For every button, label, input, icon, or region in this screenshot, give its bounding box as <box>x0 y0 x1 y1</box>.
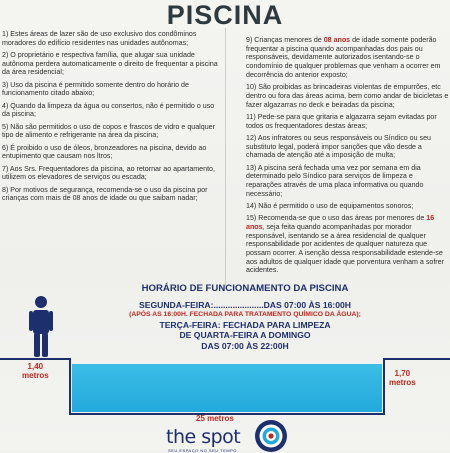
pool-cross-section <box>0 358 450 418</box>
rule-item: 6) É proibido o uso de óleos, bronzeadores na piscina, devido ao entupimento que causam nos ltros; <box>2 143 207 161</box>
rule-item: 3) Uso da piscina é permitido somente dentro do horário de funcionamento citado abaixo; <box>2 80 189 98</box>
shallow-depth-label: 1,40 metros <box>22 362 49 380</box>
sign-title: PISCINA <box>166 0 284 30</box>
rule-item: 12) Aos infratores ou seus responsáveis ou Síndico ou seu substituto legal, poderá impor sanções que vão desde a chamada de atenção até a imposição de multa; <box>246 133 431 160</box>
rules-right-column <box>246 36 450 279</box>
rule-item: 7) Aos Srs. Frequentadores da piscina, ao retornar ao apartamento, utilizem os elevadores de serviços ou escada; <box>2 164 215 182</box>
rule-item: 13) A piscina será fechada uma vez por semana em dia determinado pelo Síndico para serviços de limpeza e reparações através de uma placa informativa ou quando necessário; <box>246 163 424 198</box>
opening-hours <box>40 283 450 352</box>
person-icon <box>26 295 56 359</box>
rule-item: 8) Por motivos de segurança, recomenda-se o uso da piscina por crianças com mais de 08 anos de idade ou que saibam nadar; <box>2 185 208 203</box>
rule-item: 2) O proprietário e respectiva família, que alugar sua unidade autônoma perdera automaticamente o direito de frequentar a piscina da área residencial; <box>2 51 218 77</box>
target-icon <box>254 419 288 453</box>
column-divider <box>225 28 226 286</box>
logo-wordmark: the spot <box>166 426 241 448</box>
pool-length-label: 25 metros <box>196 414 234 423</box>
deep-depth-label: 1,70 metros <box>389 369 416 387</box>
other-days-hours: DAS 07:00 ÀS 22:00H <box>201 341 289 352</box>
rule-item: 4) Quando da limpeza da água ou consertos, não é permitido o uso da piscina; <box>2 101 215 119</box>
rule-item: 14) Não é permitido o uso de equipamentos sonoros; <box>246 201 414 210</box>
opening-hours-heading: HORÁRIO DE FUNCIONAMENTO DA PISCINA <box>141 283 349 294</box>
monday-hours: SEGUNDA-FEIRA:.....................DAS 07:00 ÀS 16:00H <box>138 300 352 310</box>
rule-item: 11) Pede-se para que gritaria e algazarra sejam evitadas por todos os frequentadores destas áreas; <box>246 112 437 130</box>
monday-note: (APÓS AS 16:00H. FECHADA PARA TRATAMENTO QUÍMICO DA ÁGUA); <box>129 310 361 318</box>
rules-left-column <box>2 30 220 207</box>
tuesday-closed: TERÇA-FEIRA: FECHADA PARA LIMPEZA <box>159 319 331 330</box>
rule-item: 9) Crianças menores de 08 anos de idade somente poderão frequentar a piscina quando acompanhadas dos pais ou responsáveis, devidamente autorizados isentando-se o condomínio de qualquer problemas que venham a ocorrer em decorrência do anterior exposto; <box>246 36 441 79</box>
rule-item: 5) Não são permitidos o uso de copos e frascos de vidro e qualquer tipo de alimento e refrigerante na área da piscina; <box>2 122 215 140</box>
logo-tagline: SEU ESPAÇO NO SEU TEMPO <box>168 448 237 453</box>
rule-item: 10) São proibidas as brincadeiras violentas de empurrões, etc dentro ou fora das áreas acima, bem como andar de bicicletas e fazer algazarras no deck e beiradas da piscina; <box>246 83 449 109</box>
rule-item: 15) Recomenda-se que o uso das áreas por menores de 16 anos, seja feita quando acompanhadas por morador responsável, isentando se a área residencial de qualquer responsabilidade por acidentes de qualquer natureza que possam ocorrer. A isenção dessa responsabilidade estende-se aos adultos de qualquer idade que porventura venham a sofrer acidentes. <box>246 214 444 275</box>
rule-item: 1) Estes áreas de lazer são de uso exclusivo dos condôminos moradores do edifício residentes nas unidades autônomas; <box>2 30 197 47</box>
other-days: DE QUARTA-FEIRA A DOMINGO <box>179 330 311 341</box>
